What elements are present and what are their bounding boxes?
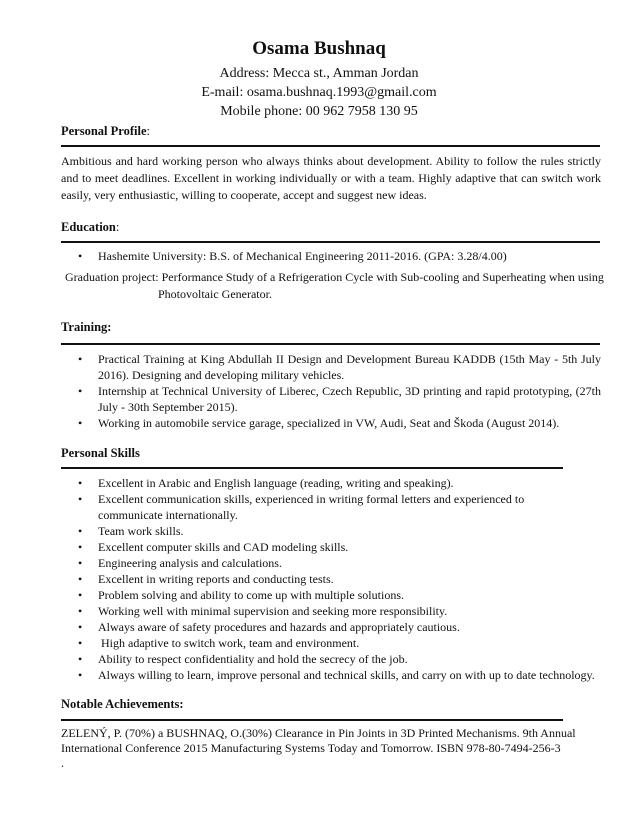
list-item <box>61 475 601 491</box>
training-list <box>61 351 601 431</box>
training-item-text: Internship at Technical University of Liberec, Czech Republic, 3D printing and rapid prototyping, (27th July - 30th September 2015). <box>98 384 601 414</box>
profile-heading <box>61 124 150 139</box>
profile-heading-colon: : <box>146 124 150 138</box>
list-item <box>61 635 601 651</box>
education-item-text: Hashemite University: B.S. of Mechanical Engineering 2011-2016. (GPA: 3.28/4.00) <box>98 249 507 263</box>
bullet-icon: • <box>78 352 83 366</box>
skills-list <box>61 475 601 683</box>
education-divider <box>61 241 600 243</box>
candidate-name: Osama Bushnaq <box>252 38 386 59</box>
skill-item-text: Excellent in Arabic and English language (reading, writing and speaking). <box>98 476 454 490</box>
skill-item-text: High adaptive to switch work, team and environment. <box>98 636 360 650</box>
bullet-icon: • <box>78 556 83 570</box>
education-heading-colon: : <box>115 220 120 234</box>
trailing-period: . <box>61 756 64 770</box>
profile-text: Ambitious and hard working person who always thinks about development. Ability to follow the rules strictly and to meet deadlines. Excellent in working individually or with a team. Highly adaptive that can switch work easily, very enthusiastic, willing to cooperate, accept and suggest new ideas. <box>61 154 601 203</box>
list-item <box>61 491 601 523</box>
skills-heading-label: Personal Skills <box>61 446 140 460</box>
bullet-icon: • <box>78 620 83 634</box>
skills-divider <box>61 467 563 469</box>
phone-line: Mobile phone: 00 962 7958 130 95 <box>220 104 418 119</box>
bullet-icon: • <box>78 384 83 398</box>
bullet-icon: • <box>78 492 83 506</box>
achievements-heading-label: Notable Achievements: <box>61 697 184 711</box>
list-item <box>61 667 601 683</box>
bullet-icon: • <box>78 572 83 586</box>
bullet-icon: • <box>78 668 83 682</box>
bullet-icon: • <box>78 652 83 666</box>
list-item <box>61 651 601 667</box>
skill-item-text: Team work skills. <box>98 524 184 538</box>
education-heading <box>61 220 119 235</box>
list-item <box>61 523 601 539</box>
graduation-project-line1: Graduation project: Performance Study of a Refrigeration Cycle with Sub-cooling and Superheating when using <box>65 270 604 284</box>
training-item-text: Practical Training at King Abdullah II Design and Development Bureau KADDB (15th May - 5th July 2016). Designing and developing military vehicles. <box>98 352 601 382</box>
skill-item-text: Problem solving and ability to come up with multiple solutions. <box>98 588 404 602</box>
achievement-text: ZELENÝ, P. (70%) a BUSHNAQ, O.(30%) Clearance in Pin Joints in 3D Printed Mechanisms. 9th Annual International Conference 2015 Manufacturing Systems Today and Tomorrow. ISBN 978-80-7494-256-3 <box>61 726 576 755</box>
skills-heading <box>61 446 140 461</box>
list-item <box>61 383 601 415</box>
profile-heading-label: Personal Profile <box>61 124 147 138</box>
education-heading-label: Education <box>61 220 116 234</box>
bullet-icon: • <box>78 540 83 554</box>
training-heading-label: Training: <box>61 320 112 334</box>
skill-item-text: Always aware of safety procedures and hazards and appropriately cautious. <box>98 620 460 634</box>
list-item <box>61 555 601 571</box>
bullet-icon: • <box>78 249 83 263</box>
skill-item-text: Excellent computer skills and CAD modeling skills. <box>98 540 349 554</box>
achievements-heading <box>61 697 184 712</box>
skill-item-text: Working well with minimal supervision and seeking more responsibility. <box>98 604 448 618</box>
email-line: E-mail: osama.bushnaq.1993@gmail.com <box>201 85 437 100</box>
list-item <box>61 351 601 383</box>
list-item <box>61 248 601 264</box>
list-item <box>61 619 601 635</box>
skill-item-text: Ability to respect confidentiality and hold the secrecy of the job. <box>98 652 408 666</box>
list-item <box>61 587 601 603</box>
list-item <box>61 415 601 431</box>
skill-item-text: Excellent communication skills, experienced in writing formal letters and experienced to communicate internationally. <box>98 492 525 522</box>
training-item-text: Working in automobile service garage, specialized in VW, Audi, Seat and Škoda (August 2014). <box>98 416 560 430</box>
bullet-icon: • <box>78 588 83 602</box>
skill-item-text: Engineering analysis and calculations. <box>98 556 282 570</box>
bullet-icon: • <box>78 476 83 490</box>
address-line: Address: Mecca st., Amman Jordan <box>219 66 419 81</box>
bullet-icon: • <box>78 636 83 650</box>
list-item <box>61 571 601 587</box>
list-item <box>61 603 601 619</box>
skill-item-text: Always willing to learn, improve personal and technical skills, and carry on with up to date technology. <box>98 668 595 682</box>
training-heading <box>61 320 111 335</box>
bullet-icon: • <box>78 524 83 538</box>
profile-divider <box>61 145 600 147</box>
skill-item-text: Excellent in writing reports and conducting tests. <box>98 572 334 586</box>
bullet-icon: • <box>78 416 83 430</box>
list-item <box>61 539 601 555</box>
bullet-icon: • <box>78 604 83 618</box>
graduation-project-line2: Photovoltaic Generator. <box>158 287 272 301</box>
education-list <box>61 248 601 264</box>
achievements-divider <box>61 719 563 721</box>
training-divider <box>61 343 600 345</box>
